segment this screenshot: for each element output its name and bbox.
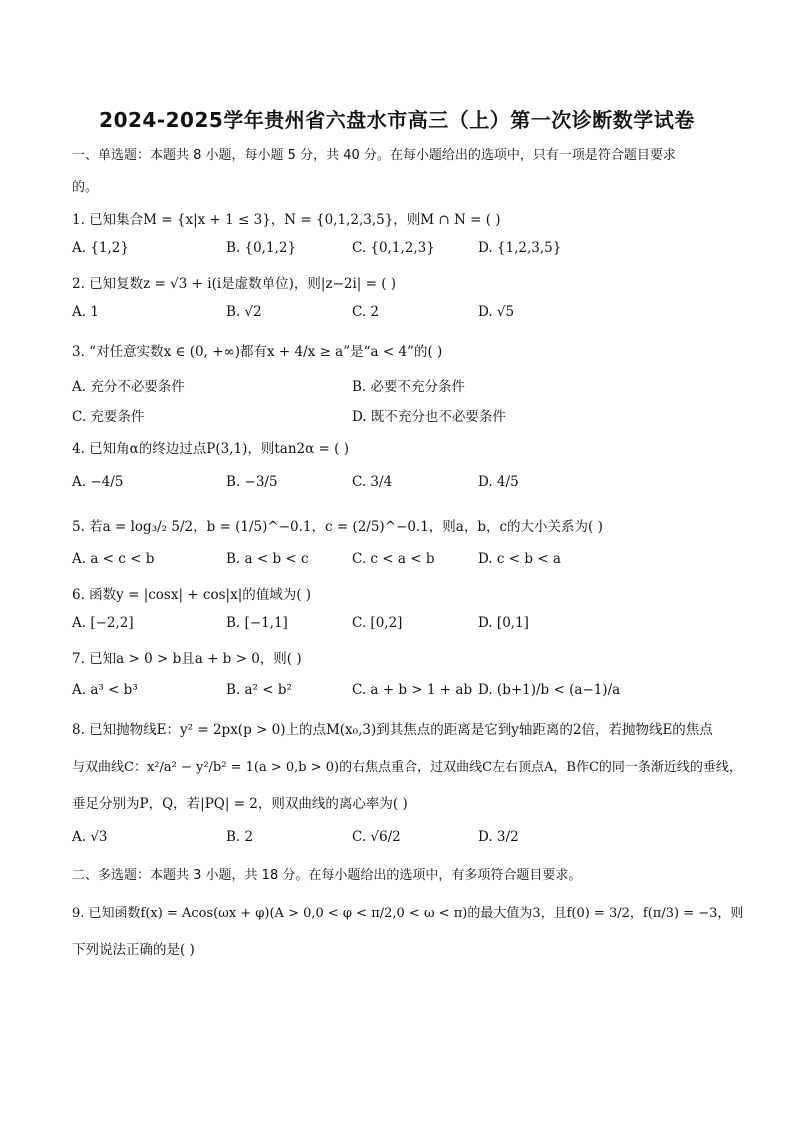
section-2-header: 二、多选题：本题共 3 小题，共 18 分。在每小题给出的选项中，有多项符合题目要求。: [72, 868, 582, 883]
question-8-option-b: B. 2: [226, 829, 254, 845]
question-6-option-a: A. [−2,2]: [72, 615, 134, 631]
question-1-option-d: D. {1,2,3,5}: [478, 240, 562, 256]
question-7-option-b: B. a² < b²: [226, 682, 292, 698]
question-8-stem-line-1: 8. 已知抛物线E：y² = 2px(p > 0)上的点M(x₀,3)到其焦点的距离是它到y轴距离的2倍，若抛物线E的焦点: [72, 722, 713, 738]
question-3-stem: 3. “对任意实数x ∈ (0, +∞)都有x + 4/x ≥ a”是“a < 4”的( ): [72, 344, 443, 360]
question-1-option-b: B. {0,1,2}: [226, 240, 297, 256]
section-1-header: 一、单选题：本题共 8 小题，每小题 5 分，共 40 分。在每小题给出的选项中，只有一项是符合题目要求: [72, 148, 676, 163]
question-8-option-d: D. 3/2: [478, 829, 519, 845]
question-8-stem-line-3: 垂足分别为P，Q，若|PQ| = 2，则双曲线的离心率为( ): [72, 796, 408, 812]
question-5-option-b: B. a < b < c: [226, 551, 309, 567]
question-4-option-b: B. −3/5: [226, 474, 278, 490]
question-4-option-c: C. 3/4: [352, 474, 393, 490]
question-5-option-c: C. c < a < b: [352, 551, 435, 567]
question-5-stem: 5. 若a = log₃/₂ 5/2，b = (1/5)^−0.1，c = (2/5)^−0.1，则a，b，c的大小关系为( ): [72, 519, 603, 535]
question-2-option-d: D. √5: [478, 304, 515, 320]
section-1-header-cont: 的。: [72, 180, 99, 195]
question-3-option-d: D. 既不充分也不必要条件: [352, 409, 506, 425]
question-7-stem: 7. 已知a > 0 > b且a + b > 0，则( ): [72, 651, 302, 667]
question-6-option-b: B. [−1,1]: [226, 615, 288, 631]
question-1-stem: 1. 已知集合M = {x|x + 1 ≤ 3}，N = {0,1,2,3,5}，则M ∩ N = ( ): [72, 212, 501, 228]
question-4-option-d: D. 4/5: [478, 474, 519, 490]
question-3-option-b: B. 必要不充分条件: [352, 379, 466, 395]
question-5-option-a: A. a < c < b: [72, 551, 155, 567]
question-6-option-d: D. [0,1]: [478, 615, 529, 631]
question-2-option-c: C. 2: [352, 304, 380, 320]
question-8-option-c: C. √6/2: [352, 829, 401, 845]
question-2-option-a: A. 1: [72, 304, 99, 320]
question-5-option-d: D. c < b < a: [478, 551, 561, 567]
question-6-stem: 6. 函数y = |cosx| + cos|x|的值域为( ): [72, 587, 312, 603]
question-4-option-a: A. −4/5: [72, 474, 124, 490]
page-title: 2024-2025学年贵州省六盘水市高三（上）第一次诊断数学试卷: [99, 108, 695, 132]
question-9-stem-line-2: 下列说法正确的是( ): [72, 942, 195, 958]
question-6-option-c: C. [0,2]: [352, 615, 403, 631]
question-1-option-a: A. {1,2}: [72, 240, 129, 256]
question-8-stem-line-2: 与双曲线C：x²/a² − y²/b² = 1(a > 0,b > 0)的右焦点重合，过双曲线C左右顶点A，B作C的同一条渐近线的垂线，: [72, 760, 742, 775]
question-1-option-c: C. {0,1,2,3}: [352, 240, 435, 256]
question-9-stem-line-1: 9. 已知函数f(x) = Acos(ωx + φ)(A > 0,0 < φ < π/2,0 < ω < π)的最大值为3，且f(0) = 3/2，f(π/3) = −3，则: [72, 906, 744, 921]
question-3-option-a: A. 充分不必要条件: [72, 379, 185, 395]
question-2-option-b: B. √2: [226, 304, 262, 320]
question-7-option-c: C. a + b > 1 + ab: [352, 682, 473, 698]
question-8-option-a: A. √3: [72, 829, 108, 845]
question-2-stem: 2. 已知复数z = √3 + i(i是虚数单位)，则|z−2i| = ( ): [72, 276, 397, 292]
question-4-stem: 4. 已知角α的终边过点P(3,1)，则tan2α = ( ): [72, 441, 349, 457]
question-7-option-d: D. (b+1)/b < (a−1)/a: [478, 682, 621, 698]
question-3-option-c: C. 充要条件: [72, 409, 145, 425]
question-7-option-a: A. a³ < b³: [72, 682, 138, 698]
